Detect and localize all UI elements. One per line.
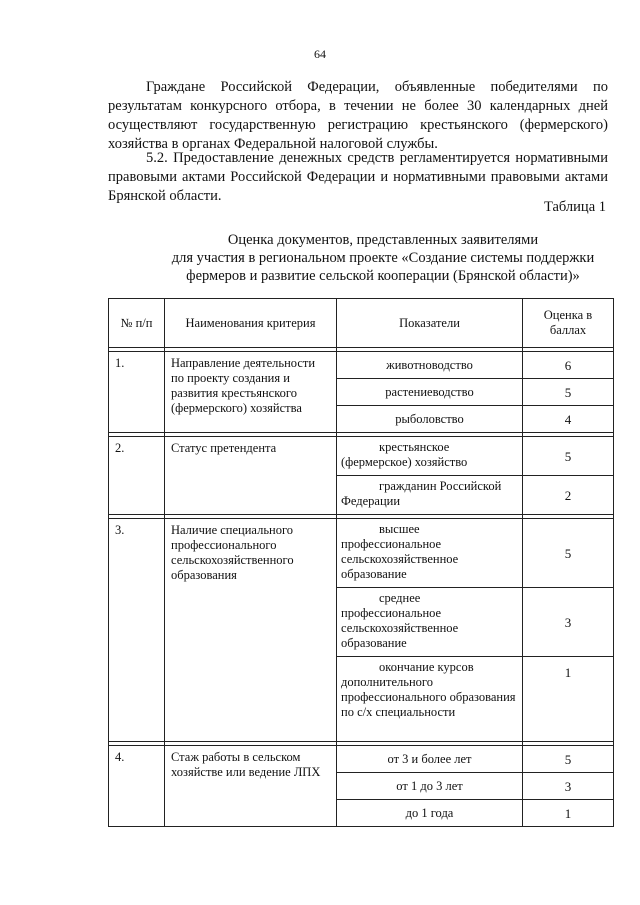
indicator-first-line: крестьянское	[379, 440, 450, 454]
indicator-rest: Федерации	[341, 494, 401, 508]
paragraph-registration: Граждане Российской Федерации, объявленные победителями по результатам конкурсного отбора, в течении не более 30 календарных дней осуществляют государственную регистрацию крестьянского (фермерского) хозяйства в органах Федеральной налоговой службы.	[108, 79, 608, 152]
score: 3	[523, 588, 614, 657]
score: 5	[523, 437, 614, 476]
indicator: от 3 и более лет	[337, 746, 523, 773]
score: 1	[523, 800, 614, 827]
table-header-row	[109, 299, 614, 348]
row-number: 3.	[109, 519, 165, 742]
table-label: Таблица 1	[543, 199, 606, 215]
indicator: животноводство	[337, 352, 523, 379]
indicator	[337, 437, 523, 476]
row-number: 2.	[109, 437, 165, 515]
criterion-name: Направление деятельности по проекту создания и развития крестьянского (фермерского) хозяйства	[165, 352, 337, 433]
indicator: от 1 до 3 лет	[337, 773, 523, 800]
row-number: 4.	[109, 746, 165, 827]
indicator: растениеводство	[337, 379, 523, 406]
table-caption	[108, 231, 640, 285]
header-indicators: Показатели	[337, 299, 523, 348]
criterion-name: Статус претендента	[165, 437, 337, 515]
paragraph-5-2: 5.2. Предоставление денежных средств регламентируется нормативными правовыми актами Российской Федерации и нормативными правовыми актами Брянской области.	[108, 150, 608, 204]
indicator-first-line: среднее	[379, 591, 421, 605]
row-number: 1.	[109, 352, 165, 433]
score: 1	[523, 657, 614, 742]
indicator-first-line: гражданин Российской	[379, 479, 502, 493]
score: 5	[523, 746, 614, 773]
page-number: 64	[314, 47, 326, 61]
table-row	[109, 746, 614, 773]
caption-line-2: для участия в региональном проекте «Создание системы поддержки	[171, 250, 595, 266]
table-row	[109, 437, 614, 476]
indicator	[337, 519, 523, 588]
score: 5	[523, 379, 614, 406]
indicator-rest: (фермерское) хозяйство	[341, 455, 468, 469]
indicator-rest: профессиональное сельскохозяйственное образование	[341, 537, 459, 581]
indicator-first-line: высшее	[379, 522, 420, 536]
indicator	[337, 588, 523, 657]
caption-line-3: фермеров и развитие сельской кооперации (Брянской области)»	[186, 268, 580, 284]
header-score: Оценка в баллах	[523, 299, 614, 348]
indicator: рыболовство	[337, 406, 523, 433]
score: 6	[523, 352, 614, 379]
indicator: до 1 года	[337, 800, 523, 827]
indicator	[337, 476, 523, 515]
score: 2	[523, 476, 614, 515]
indicator-rest: профессиональное сельскохозяйственное образование	[341, 606, 459, 650]
header-num: № п/п	[109, 299, 165, 348]
indicator-first-line: окончание курсов	[379, 660, 474, 674]
criterion-name: Стаж работы в сельском хозяйстве или ведение ЛПХ	[165, 746, 337, 827]
indicator	[337, 657, 523, 742]
table-row	[109, 352, 614, 379]
score: 5	[523, 519, 614, 588]
score: 4	[523, 406, 614, 433]
table-row	[109, 519, 614, 588]
criterion-name: Наличие специального профессионального сельскохозяйственного образования	[165, 519, 337, 742]
score: 3	[523, 773, 614, 800]
indicator-rest: дополнительного профессионального образования по с/х специальности	[341, 675, 516, 719]
header-criterion: Наименования критерия	[165, 299, 337, 348]
caption-line-1: Оценка документов, представленных заявителями	[227, 232, 539, 248]
evaluation-table	[108, 298, 614, 827]
